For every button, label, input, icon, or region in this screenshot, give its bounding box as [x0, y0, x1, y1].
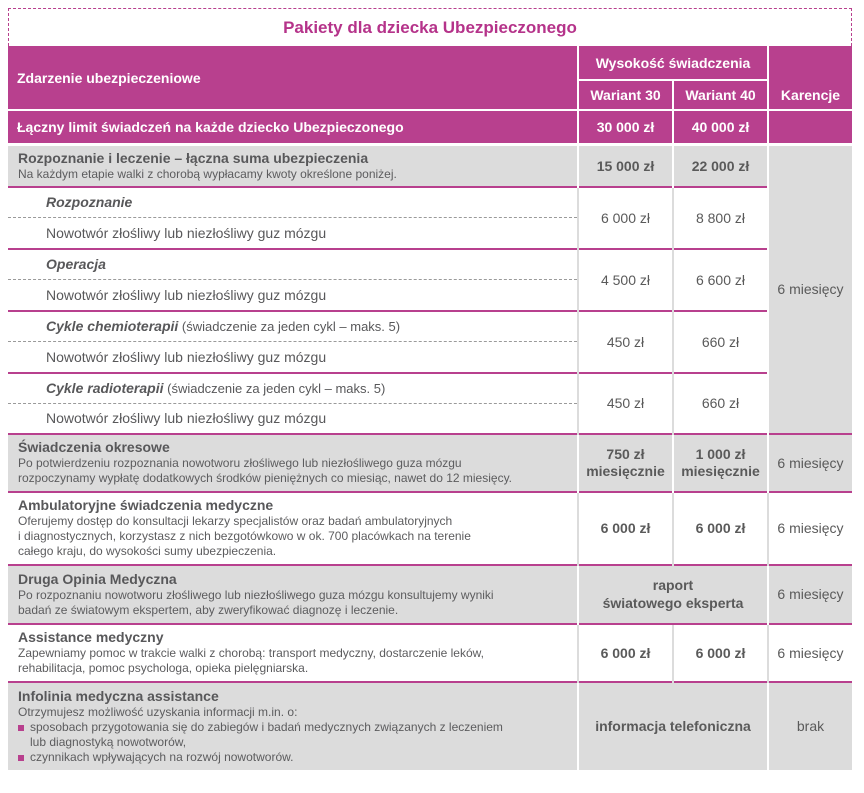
item-name-chemioterapia: Cykle chemioterapii (świadczenie za jeden cykl – maks. 5) [8, 311, 578, 342]
item-name-rozpoznanie: Rozpoznanie [8, 187, 578, 218]
assistance-title: Assistance medyczny [18, 629, 164, 645]
ambulatory-variant-30: 6 000 zł [578, 492, 673, 565]
infoline-bullet-1: sposobach przygotowania się do zabiegów i badań medycznych związanych z leczeniem lub diagnostyką nowotworów, [18, 720, 569, 750]
limit-label: Łączny limit świadczeń na każde dziecko Ubezpieczonego [8, 110, 578, 144]
diagnosis-row [8, 144, 578, 187]
rozpoznanie-variant-30: 6 000 zł [578, 187, 673, 249]
item-name-operacja: Operacja [8, 249, 578, 280]
periodic-karencja: 6 miesięcy [768, 434, 852, 492]
infoline-desc: Otrzymujesz możliwość uzyskania informacji m.in. o: [18, 704, 298, 719]
header-karencje: Karencje [768, 80, 852, 110]
assistance-desc-line-1: Zapewniamy pomoc w trakcie walki z chorobą: transport medyczny, dostarczenie leków, [18, 646, 484, 660]
periodic-variant-30: 750 zł miesięcznie [578, 434, 673, 492]
operacja-variant-30: 4 500 zł [578, 249, 673, 311]
item-name-radioterapia: Cykle radioterapii (świadczenie za jeden cykl – maks. 5) [8, 373, 578, 404]
diagnosis-karencja: 6 miesięcy [768, 144, 852, 434]
rozpoznanie-detail: Nowotwór złośliwy lub niezłośliwy guz mózgu [8, 218, 578, 249]
limit-karencja-empty [768, 110, 852, 144]
header-benefit-amount: Wysokość świadczenia [578, 46, 768, 80]
operacja-variant-40: 6 600 zł [673, 249, 768, 311]
assistance-karencja: 6 miesięcy [768, 624, 852, 682]
page-title: Pakiety dla dziecka Ubezpieczonego [8, 8, 852, 46]
limit-variant-40: 40 000 zł [673, 110, 768, 144]
assistance-variant-40: 6 000 zł [673, 624, 768, 682]
periodic-row [8, 434, 578, 492]
chemioterapia-detail: Nowotwór złośliwy lub niezłośliwy guz mózgu [8, 342, 578, 373]
assistance-desc-line-2: rehabilitacja, pomoc psychologa, opieka pielęgniarska. [18, 661, 309, 675]
header-event: Zdarzenie ubezpieczeniowe [8, 46, 578, 110]
diagnosis-title: Rozpoznanie i leczenie – łączna suma ubezpieczenia [18, 149, 369, 166]
ambulatory-desc-line-3: całego kraju, do wysokości sumy ubezpieczenia. [18, 544, 277, 558]
header-variant-30: Wariant 30 [578, 80, 673, 110]
diagnosis-variant-30: 15 000 zł [578, 144, 673, 187]
diagnosis-variant-40: 22 000 zł [673, 144, 768, 187]
ambulatory-desc-line-2: i diagnostycznych, korzystasz z nich bezgotówkowo w ok. 700 placówkach na terenie [18, 529, 471, 543]
header-variant-40: Wariant 40 [673, 80, 768, 110]
ambulatory-karencja: 6 miesięcy [768, 492, 852, 565]
ambulatory-title: Ambulatoryjne świadczenia medyczne [18, 497, 274, 513]
radioterapia-detail: Nowotwór złośliwy lub niezłośliwy guz mózgu [8, 404, 578, 434]
periodic-desc-line-1: Po potwierdzeniu rozpoznania nowotworu złośliwego lub niezłośliwego guza mózgu [18, 456, 462, 470]
second-opinion-karencja: 6 miesięcy [768, 565, 852, 624]
radioterapia-variant-40: 660 zł [673, 373, 768, 434]
infoline-title: Infolinia medyczna assistance [18, 687, 219, 704]
rozpoznanie-variant-40: 8 800 zł [673, 187, 768, 249]
chemioterapia-variant-40: 660 zł [673, 311, 768, 373]
second-opinion-desc-line-1: Po rozpoznaniu nowotworu złośliwego lub niezłośliwego guza mózgu konsultujemy wyniki [18, 587, 494, 602]
assistance-variant-30: 6 000 zł [578, 624, 673, 682]
header-empty-cell [768, 46, 852, 80]
periodic-desc-line-2: rozpoczynamy wypłatę dodatkowych środków pieniężnych co miesiąc, nawet do 12 miesięcy. [18, 471, 513, 485]
second-opinion-value: raport światowego eksperta [578, 565, 768, 624]
radioterapia-variant-30: 450 zł [578, 373, 673, 434]
periodic-variant-40: 1 000 zł miesięcznie [673, 434, 768, 492]
ambulatory-desc-line-1: Oferujemy dostęp do konsultacji lekarzy specjalistów oraz badań ambulatoryjnych [18, 514, 453, 528]
assistance-row [8, 624, 578, 682]
second-opinion-title: Druga Opinia Medyczna [18, 570, 177, 587]
diagnosis-description: Na każdym etapie walki z chorobą wypłacamy kwoty określone poniżej. [18, 166, 397, 181]
periodic-title: Świadczenia okresowe [18, 439, 170, 455]
infoline-karencja: brak [768, 682, 852, 770]
chemioterapia-variant-30: 450 zł [578, 311, 673, 373]
infoline-bullet-2: czynnikach wpływających na rozwój nowotworów. [18, 750, 569, 765]
infoline-value: informacja telefoniczna [578, 682, 768, 770]
benefits-table [8, 46, 852, 770]
ambulatory-variant-40: 6 000 zł [673, 492, 768, 565]
ambulatory-row [8, 492, 578, 565]
second-opinion-desc-line-2: badań ze światowym ekspertem, aby zweryfikować diagnozę i leczenie. [18, 602, 399, 617]
limit-variant-30: 30 000 zł [578, 110, 673, 144]
operacja-detail: Nowotwór złośliwy lub niezłośliwy guz mózgu [8, 280, 578, 311]
infoline-row [8, 682, 578, 770]
second-opinion-row [8, 565, 578, 624]
